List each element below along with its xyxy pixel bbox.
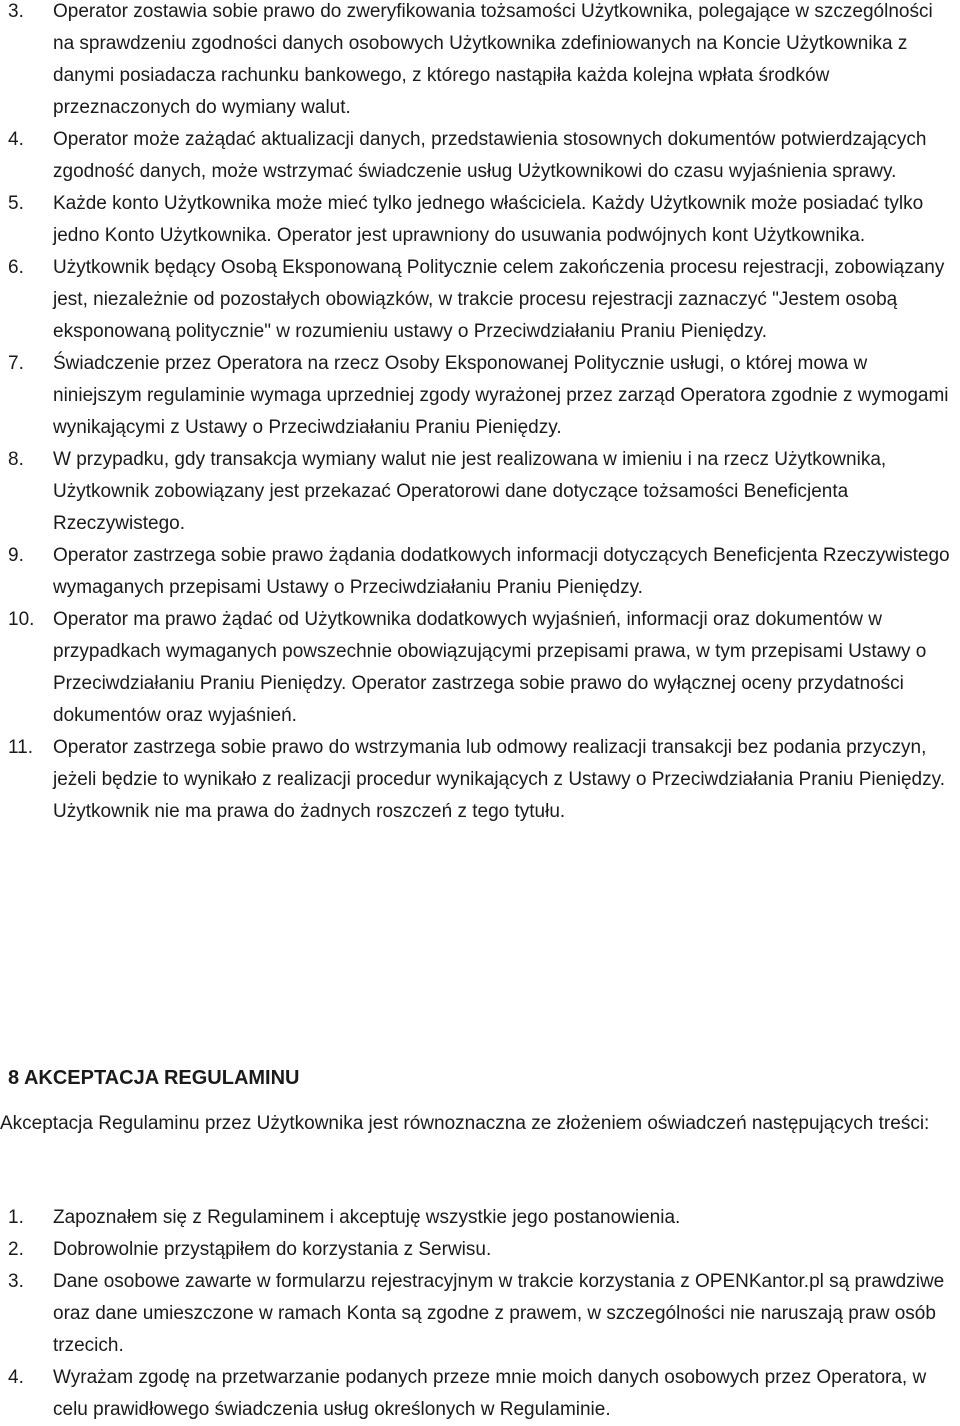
list-item-number: 4. bbox=[8, 129, 24, 150]
list-item-text: Dane osobowe zawarte w formularzu rejestracyjnym w trakcie korzystania z OPENKantor.pl są prawdziwe oraz dane umieszczone w ramach Konta są zgodne z prawem, w szczególności nie naruszają praw osób trzecich. bbox=[53, 1271, 945, 1356]
list-item-number: 7. bbox=[8, 353, 24, 374]
list-item-number: 8. bbox=[8, 449, 24, 470]
list-item-number: 4. bbox=[8, 1367, 24, 1388]
list-item-text: Operator może zażądać aktualizacji danych, przedstawienia stosownych dokumentów potwierdzających zgodność danych, może wstrzymać świadczenie usług Użytkownikowi do czasu wyjaśnienia sprawy. bbox=[53, 129, 927, 182]
list-item-number: 1. bbox=[8, 1207, 24, 1228]
list-item-number: 2. bbox=[8, 1239, 24, 1260]
list-item-text: Każde konto Użytkownika może mieć tylko jednego właściciela. Każdy Użytkownik może posiadać tylko jedno Konto Użytkownika. Operator jest uprawniony do usuwania podwójnych kont Użytkownika. bbox=[53, 193, 924, 246]
list-item bbox=[0, 444, 960, 540]
list-item-number: 11. bbox=[8, 737, 34, 758]
list-item-text: Operator zastrzega sobie prawo żądania dodatkowych informacji dotyczących Beneficjenta Rzeczywistego wymaganych przepisami Ustawy o Przeciwdziałaniu Praniu Pieniędzy. bbox=[53, 545, 950, 598]
list-item-text: Dobrowolnie przystąpiłem do korzystania z Serwisu. bbox=[53, 1239, 492, 1260]
list-item-number: 3. bbox=[8, 1, 24, 22]
list-item-number: 3. bbox=[8, 1271, 24, 1292]
list-item bbox=[0, 348, 960, 444]
list-item-text: Zapoznałem się z Regulaminem i akceptuję wszystkie jego postanowienia. bbox=[53, 1207, 681, 1228]
list-item bbox=[0, 1202, 960, 1234]
acceptance-statements-list bbox=[0, 1202, 960, 1426]
list-item-text: Operator ma prawo żądać od Użytkownika dodatkowych wyjaśnień, informacji oraz dokumentów w przypadkach wymaganych powszechnie obowiązującymi przepisami prawa, w tym przepisami Ustawy o Przeciwdziałaniu Praniu Pieniędzy. Operator zastrzega sobie prawo do wyłącznej oceny przydatności dokumentów oraz wyjaśnień. bbox=[53, 609, 927, 726]
list-item bbox=[0, 0, 960, 124]
list-item-number: 9. bbox=[8, 545, 24, 566]
section-heading: 8 AKCEPTACJA REGULAMINU bbox=[8, 1067, 300, 1089]
list-item bbox=[0, 124, 960, 188]
list-item bbox=[0, 732, 960, 828]
list-item-number: 6. bbox=[8, 257, 24, 278]
list-item-text: Świadczenie przez Operatora na rzecz Osoby Eksponowanej Politycznie usługi, o której mowa w niniejszym regulaminie wymaga uprzedniej zgody wyrażonej przez zarząd Operatora zgodnie z wymogami wynikającymi z Ustawy o Przeciwdziałaniu Praniu Pieniędzy. bbox=[53, 353, 949, 438]
list-item bbox=[0, 540, 960, 604]
list-item-text: Operator zastrzega sobie prawo do wstrzymania lub odmowy realizacji transakcji bez podania przyczyn, jeżeli będzie to wynikało z realizacji procedur wynikających z Ustawy o Przeciwdziałania Praniu Pieniędzy. Użytkownik nie ma prawa do żadnych roszczeń z tego tytułu. bbox=[53, 737, 945, 822]
list-item-text: Wyrażam zgodę na przetwarzanie podanych przeze mnie moich danych osobowych przez Operatora, w celu prawidłowego świadczenia usług określonych w Regulaminie. bbox=[53, 1367, 927, 1420]
list-item-text: W przypadku, gdy transakcja wymiany walut nie jest realizowana w imieniu i na rzecz Użytkownika, Użytkownik zobowiązany jest przekazać Operatorowi dane dotyczące tożsamości Beneficjenta Rzeczywistego. bbox=[53, 449, 887, 534]
section-intro: Akceptacja Regulaminu przez Użytkownika jest równoznaczna ze złożeniem oświadczeń następujących treści: bbox=[0, 1113, 930, 1134]
list-item bbox=[0, 1234, 960, 1266]
list-item bbox=[0, 604, 960, 732]
list-item-text: Operator zostawia sobie prawo do zweryfikowania tożsamości Użytkownika, polegające w szczególności na sprawdzeniu zgodności danych osobowych Użytkownika zdefiniowanych na Koncie Użytkownika z danymi posiadacza rachunku bankowego, z którego nastąpiła każda kolejna wpłata środków przeznaczonych do wymiany walut. bbox=[53, 1, 933, 118]
list-item bbox=[0, 252, 960, 348]
list-item-number: 10. bbox=[8, 609, 35, 630]
list-item bbox=[0, 1362, 960, 1426]
list-item-text: Użytkownik będący Osobą Eksponowaną Politycznie celem zakończenia procesu rejestracji, zobowiązany jest, niezależnie od pozostałych obowiązków, w trakcie procesu rejestracji zaznaczyć "Jestem osobą eksponowaną politycznie" w rozumieniu ustawy o Przeciwdziałaniu Praniu Pieniędzy. bbox=[53, 257, 945, 342]
list-item bbox=[0, 1266, 960, 1362]
list-item-number: 5. bbox=[8, 193, 24, 214]
list-item bbox=[0, 188, 960, 252]
